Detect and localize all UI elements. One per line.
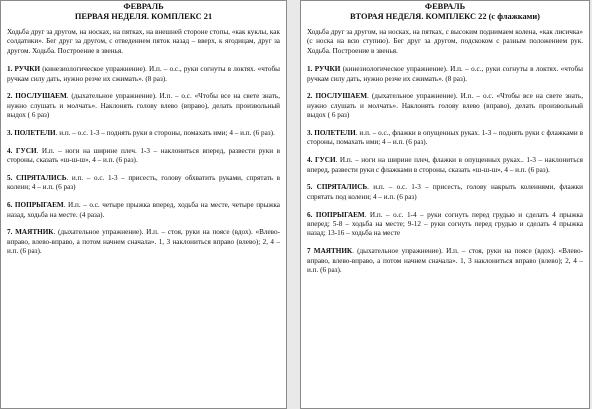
exercise-text: . (дыхательное упражнение). И.п. – стоя, руки на поясе (вдох). «Влево-вправо, влево-вправо, а потом начнем сначала». 1, 3 наклониться вправо (влево); 2, 4 – и.п. (6 раз). <box>307 247 583 275</box>
month-heading: ФЕВРАЛЬ <box>123 2 164 11</box>
exercise-item <box>307 65 583 84</box>
exercise-label: 1. РУЧКИ <box>307 65 341 74</box>
exercise-text: . и.п. – о.с. 1-3 – присесть, голову накрыть колениями, флажки спрятать под колени; 4 – и.п. (6 раз) <box>307 183 583 201</box>
exercise-label: 1. РУЧКИ <box>7 65 41 74</box>
intro-paragraph: Ходьба друг за другом, на носках, на пятках, с высоким поднимаем колена, «как лисичка» (с носка на всю ступню). Бег друг за другом, подскоком с разным положением рук. Ходьба. Построение в звенья. <box>307 28 583 55</box>
exercise-item <box>307 92 583 120</box>
exercise-label: 2. ПОСЛУШАЕМ <box>307 92 368 101</box>
exercise-item <box>7 92 280 120</box>
exercise-text: . и.п. – о.с. 1-3 – поднять руки в стороны, помахать ими; 4 – и.п. (6 раз). <box>55 129 275 138</box>
exercise-item <box>307 247 583 275</box>
exercise-label: 6. ПОПРЫГАЕМ <box>7 201 64 210</box>
complex-title: ПЕРВАЯ НЕДЕЛЯ. КОМПЛЕКС 21 <box>74 12 213 21</box>
exercise-label: 6. ПОПРЫГАЕМ <box>307 210 365 219</box>
exercise-text: . И.п. – о.с. четыре прыжка вперед, ходьба на месте, четыре прыжка назад, ходьба на месте. (4 раза). <box>7 201 280 219</box>
exercise-item <box>307 183 583 202</box>
exercise-item <box>7 201 280 220</box>
exercise-item <box>307 129 583 148</box>
left-page <box>0 0 287 409</box>
exercise-label: 5. СПРЯТАЛИСЬ <box>307 183 368 192</box>
right-page <box>300 0 590 409</box>
exercise-text: . и.п. – о.с. 1-3 – присесть, голову обхватить руками, спрятать в колени; 4 – и.п. (6 раз) <box>7 174 280 192</box>
exercise-item <box>7 65 280 84</box>
exercise-label: 3. ПОЛЕТЕЛИ <box>7 129 56 138</box>
exercise-item <box>7 147 280 166</box>
exercise-text: (кинезиологическое упражнение). И.п. – о.с., руки согнуты в локтях. «чтобы ручкам силу дать, нужно резче их сжимать». (8 раз). <box>7 65 280 83</box>
exercise-item <box>7 228 280 256</box>
exercise-text: (кинезиологическое упражнение). И.п. – о.с., руки согнуты в локтях. «чтобы ручкам силу дать, нужно резче их сжимать». (8 раз). <box>307 65 583 83</box>
exercise-text: . и.п. – о.с., флажки в опущенных руках. 1-3 – поднять руки с флажками в стороны, помахать ими; 4 – и.п. (6 раз). <box>307 129 583 147</box>
exercise-label: 7 МАЯТНИК <box>307 247 353 256</box>
exercise-text: . И.п. – ноги на ширине плеч, флажки в опущенных руках.. 1-3 – наклониться вперед, развести руки с флажками в стороны, сказать «ш-ш-ш», 4 – и.п. (6 раз). <box>307 156 583 174</box>
complex-title: ВТОРАЯ НЕДЕЛЯ. КОМПЛЕКС 22 (с флажками) <box>350 12 540 21</box>
exercise-item <box>7 174 280 193</box>
exercise-label: 7. МАЯТНИК <box>7 228 54 237</box>
exercise-text: . (дыхательное упражнение). И.п. – стоя, руки на поясе (вдох). «Влево-вправо, влево-вправо, а потом начнем сначала». 1, 3 наклониться вправо (влево); 2, 4 – и.п. (6 раз). <box>7 228 280 256</box>
exercise-label: 4. ГУСИ <box>307 156 336 165</box>
exercise-label: 4. ГУСИ <box>7 146 37 155</box>
exercise-label: 2. ПОСЛУШАЕМ <box>7 92 67 101</box>
exercise-label: 3. ПОЛЕТЕЛИ <box>307 129 356 138</box>
exercise-text: . (дыхательное упражнение). И.п. – о.с. «Чтобы все на свете знать, нужно слушать и молчать». Наклонять голову влево (вправо), делать произвольный выдох ( 6 раз) <box>307 92 583 120</box>
exercise-text: . И.п. – о.с. 1-4 – руки согнуть перед грудью и сделать 4 прыжка вперед; 5-8 – ходьба на месте; 9-12 – руки согнуть перед грудью и сделать 4 прыжка назад; 13-16 – ходьба на месте <box>307 210 584 238</box>
exercise-text: . И.п. – ноги на ширине плеч. 1-3 – наклониться вперед, развести руки в стороны, сказать «ш-ш-ш», 4 – и.п. (6 раз). <box>7 146 280 165</box>
exercise-item <box>307 211 583 239</box>
exercise-label: 5. СПРЯТАЛИСЬ <box>7 174 67 183</box>
exercise-item <box>7 129 280 138</box>
exercise-text: . (дыхательное упражнение). И.п. – о.с. «Чтобы все на свете знать, нужно слушать и молчать». Наклонять голову влево (вправо), делать произвольный выдох ( 6 раз) <box>7 92 280 120</box>
month-heading: ФЕВРАЛЬ <box>424 2 466 11</box>
exercise-item <box>307 156 583 175</box>
intro-paragraph: Ходьба друг за другом, на носках, на пятках, на внешней стороне стопы, «как куклы, как солдатики». Бег друг за другом, с отведением пяток назад – вверх, к ягодицам, друг за другом. Ходьба. Построение в звенья. <box>7 28 280 55</box>
